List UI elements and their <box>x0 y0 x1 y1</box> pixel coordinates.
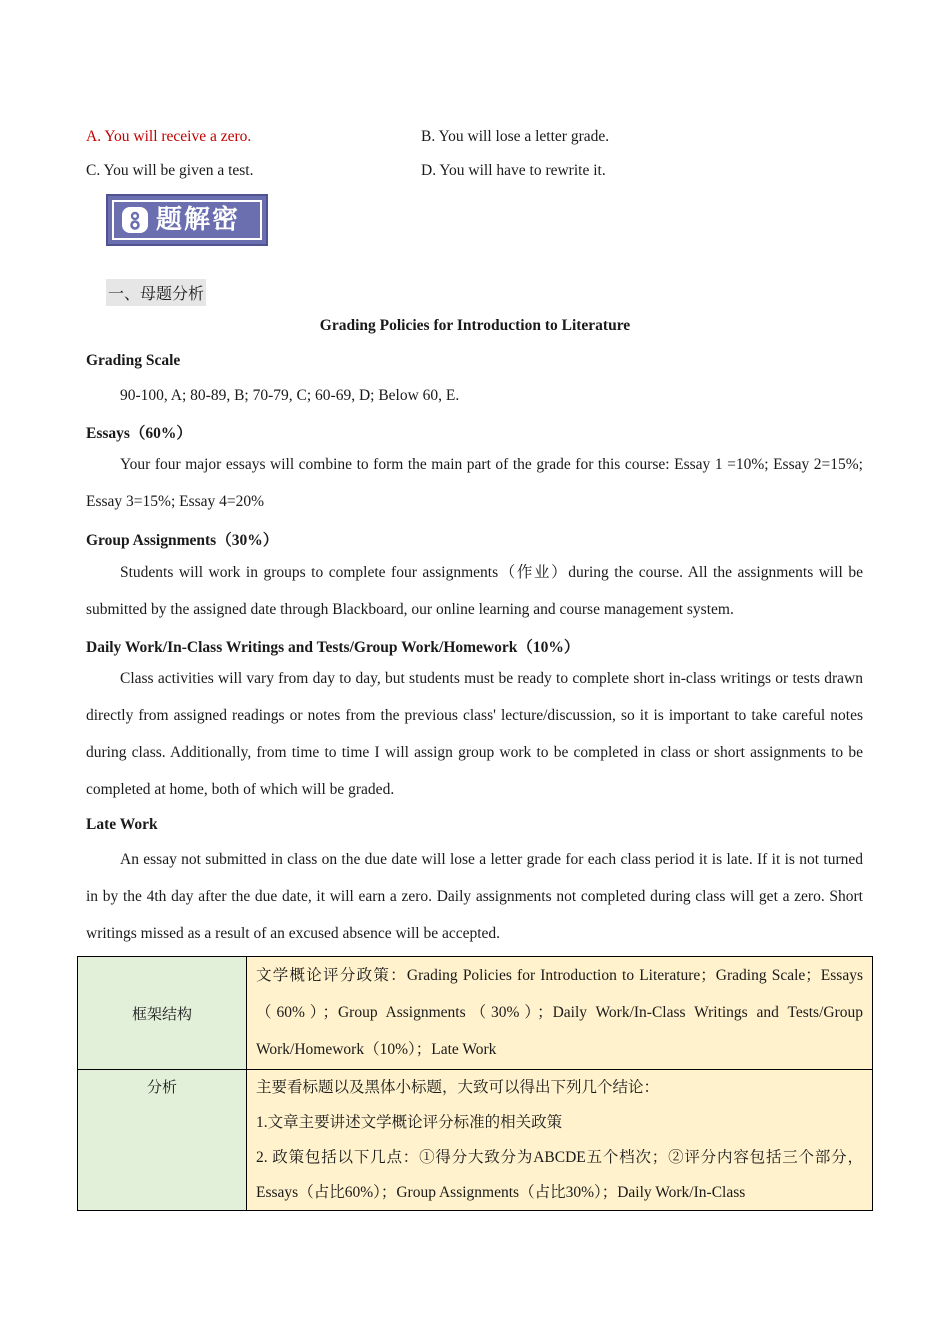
analysis-table <box>77 956 873 1211</box>
option-b: B. You will lose a letter grade. <box>421 128 610 145</box>
heading-essays: Essays（60%） <box>86 425 192 442</box>
analysis-line-3: 2. 政策包括以下几点：①得分大致分为ABCDE五个档次；②评分内容包括三个部分，Essays（占比60%）；Group Assignments（占比30%）；Daily Work/In-Class <box>256 1149 863 1201</box>
paragraph-late-work: An essay not submitted in class on the due date will lose a letter grade for each class period it is late. If it is not turned in by the 4th day after the due date, it will earn a zero. Daily assignments not completed during class will get a zero. Short writings missed as a result of an excused absence will be accepted. <box>86 851 863 942</box>
paragraph-daily-work: Class activities will vary from day to day, but students must be ready to complete short in-class writings or tests drawn directly from assigned readings or notes from the previous class' lecture/discussion, so it is important to take careful notes during class. Additionally, from time to time I will assign group work to be completed in class or short assignments to be completed at home, both of which will be graded. <box>86 670 863 798</box>
row-label-framework: 框架结构 <box>78 957 247 1070</box>
section-title: 一、母题分析 <box>106 279 206 306</box>
logo-text: 题解密 <box>156 205 241 235</box>
paragraph-group-assignments: Students will work in groups to complete four assignments（作业）during the course. All the assignments will be submitted by the assigned date through Blackboard, our online learning and course management system. <box>86 564 863 618</box>
heading-daily-work: Daily Work/In-Class Writings and Tests/Group Work/Homework（10%） <box>86 639 580 656</box>
row-content-framework <box>247 957 873 1070</box>
paragraph-grading-scale: 90-100, A; 80-89, B; 70-79, C; 60-69, D; Below 60, E. <box>120 387 460 404</box>
table-row <box>78 1070 873 1211</box>
heading-late-work: Late Work <box>86 816 158 833</box>
framework-text: 文学概论评分政策：Grading Policies for Introduction to Literature；Grading Scale；Essays（60%）；Group Assignments（30%）；Daily Work/In-Class Writings and Tests/Group Work/Homework（10%）；Late Work <box>256 967 863 1058</box>
analysis-line-2: 1.文章主要讲述文学概论评分标准的相关政策 <box>256 1114 563 1131</box>
table-row <box>78 957 873 1070</box>
article-title: Grading Policies for Introduction to Literature <box>319 317 631 334</box>
option-a: A. You will receive a zero. <box>86 128 252 145</box>
heading-group-assignments: Group Assignments（30%） <box>86 532 279 549</box>
analysis-line-1: 主要看标题以及黑体小标题，大致可以得出下列几个结论： <box>256 1079 660 1096</box>
option-c: C. You will be given a test. <box>86 162 254 179</box>
logo-frame <box>112 200 262 240</box>
logo-banner <box>106 194 268 246</box>
option-d: D. You will have to rewrite it. <box>421 162 606 179</box>
row-content-analysis <box>247 1070 873 1211</box>
paragraph-essays: Your four major essays will combine to form the main part of the grade for this course: Essay 1 =10%; Essay 2=15%; Essay 3=15%; Essay 4=20% <box>86 456 863 510</box>
key-hole-icon <box>120 205 150 235</box>
heading-grading-scale: Grading Scale <box>86 352 181 369</box>
row-label-analysis: 分析 <box>78 1070 247 1211</box>
